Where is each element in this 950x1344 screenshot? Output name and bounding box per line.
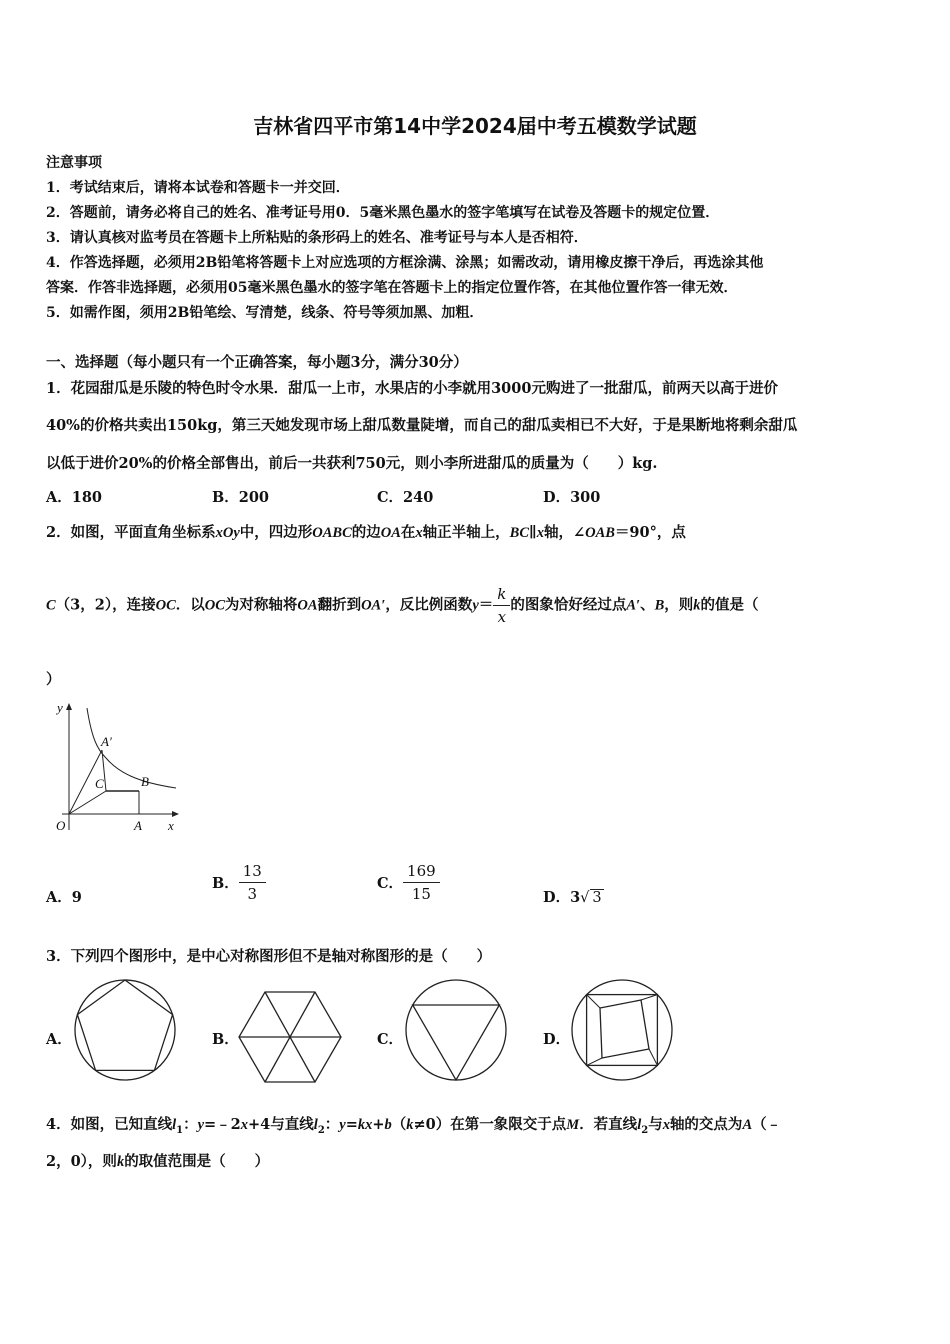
q3-text: 3．下列四个图形中，是中心对称图形但不是轴对称图形的是（ ）: [46, 948, 492, 965]
label-o: O: [56, 818, 66, 833]
q4-var: k: [116, 1154, 125, 1170]
q3-option-b-label: B．: [212, 1031, 239, 1048]
label-c: C: [95, 776, 104, 791]
fraction-numerator: 13: [239, 860, 266, 883]
q2-text: 在: [400, 524, 416, 541]
page-title: 吉林省四平市第14中学2024届中考五模数学试题: [253, 114, 697, 138]
q4-text: ≠0）在第一象限交于点: [413, 1116, 567, 1133]
q4-text: 2，0），则: [46, 1153, 117, 1170]
q2-text: 为对称轴将: [224, 596, 298, 614]
notice-item: 3．请认真核对监考员在答题卡上所粘贴的条形码上的姓名、准考证号与本人是否相符．: [46, 230, 588, 246]
q4-text: （: [391, 1116, 407, 1133]
q2-text: ，则: [664, 596, 694, 614]
q4-subscript: 2: [641, 1124, 649, 1136]
q4-var: l: [637, 1117, 642, 1133]
q2-var: C: [46, 597, 56, 614]
q3-figure-d-squares-in-circle: [570, 978, 674, 1082]
q1-option-a: A．180: [46, 489, 103, 506]
q2-text: 的图象恰好经过点: [510, 596, 627, 614]
q1-option-c: C．240: [377, 489, 434, 506]
q2-var: B: [654, 597, 665, 614]
q4-line-1: [46, 1113, 781, 1136]
q3-figure-b-hexagon: [237, 990, 343, 1084]
q3-figure-a-pentagon-in-circle: [73, 978, 177, 1082]
q4-text: =: [345, 1116, 358, 1133]
q1-line: 以低于进价20%的价格全部售出，前后一共获利750元，则小李所进甜瓜的质量为（ ）kg.: [46, 455, 658, 472]
option-label: B．: [212, 875, 239, 892]
q2-var: OC: [155, 597, 176, 614]
q4-text: =﹣2: [204, 1116, 241, 1133]
q2-var: OA: [297, 597, 318, 614]
q4-text: （﹣: [752, 1116, 782, 1133]
q4-var: M: [566, 1117, 580, 1133]
notice-item: 5．如需作图，须用2B铅笔绘、写清楚，线条、符号等须加黑、加粗．: [46, 305, 484, 321]
q3-option-d-label: D．: [543, 1031, 571, 1048]
q2-var: OABC: [312, 525, 352, 541]
q2-var: y: [472, 597, 479, 614]
q4-text: 轴的交点为: [669, 1116, 743, 1133]
label-a-prime: A′: [101, 734, 112, 749]
q4-subscript: 2: [317, 1124, 325, 1136]
sqrt-radicand: 3: [592, 890, 602, 906]
q3-option-c-label: C．: [377, 1031, 404, 1048]
fraction-169-over-15: [403, 860, 440, 905]
label-b: B: [141, 774, 149, 789]
q4-text: ：: [183, 1116, 198, 1133]
q4-text: +4与直线: [248, 1116, 314, 1133]
q4-text: 的取值范围是（ ）: [124, 1153, 270, 1170]
y-axis-arrow: [66, 703, 72, 710]
q2-var: xOy: [215, 525, 240, 541]
q3-figure-c-triangle-in-circle: [404, 978, 508, 1082]
q4-var: y: [197, 1117, 205, 1133]
sqrt-icon: √: [580, 890, 590, 906]
q2-text: ．以: [175, 596, 205, 614]
q2-option-a: A．9: [46, 889, 82, 906]
q4-text: ：: [324, 1116, 340, 1133]
q4-var: l: [313, 1117, 318, 1133]
fraction-numerator: 169: [403, 860, 440, 883]
q2-var: BC: [509, 525, 530, 541]
notice-item: 2．答题前，请务必将自己的姓名、准考证号用0．5毫米黑色墨水的签字笔填写在试卷及答题卡的规定位置．: [46, 205, 720, 221]
q4-var: x: [662, 1117, 670, 1133]
fraction-denominator: x: [497, 608, 507, 626]
q2-text: ＝: [478, 596, 494, 614]
notice-heading: 注意事项: [46, 155, 102, 171]
q2-var: k: [693, 597, 701, 614]
q2-text: （3，2），连接: [55, 596, 156, 614]
fraction-13-over-3: [239, 860, 266, 905]
q4-subscript: 1: [176, 1124, 184, 1136]
q4-line-2: [46, 1150, 269, 1171]
q4-var: kx: [357, 1117, 373, 1133]
q2-var: x: [536, 525, 544, 541]
q2-line-3: ）: [46, 671, 61, 688]
q2-text: 的边: [351, 524, 381, 541]
label-y: y: [57, 700, 63, 715]
q2-text: 中，四边形: [239, 524, 313, 541]
q4-text: 与: [648, 1116, 663, 1133]
q1-option-b: B．200: [212, 489, 270, 506]
q2-var: OAB: [585, 525, 615, 541]
q2-figure: [40, 700, 190, 840]
option-label: C．: [377, 875, 404, 892]
section-heading: 一、选择题（每小题只有一个正确答案，每小题3分，满分30分）: [46, 354, 468, 371]
q1-option-d: D．300: [543, 489, 601, 506]
q1-line: 40%的价格共卖出150kg，第三天她发现市场上甜瓜数量陡增，而自己的甜瓜卖相已不大好，于是果断地将剩余甜瓜: [46, 417, 798, 434]
q2-text: 翻折到: [317, 596, 362, 614]
q4-text: ．若直线: [579, 1116, 638, 1133]
fraction-denominator: 15: [411, 885, 431, 903]
q1-line: 1．花园甜瓜是乐陵的特色时令水果．甜瓜一上市，水果店的小李就用3000元购进了一批甜瓜，前两天以高于进价: [46, 380, 778, 397]
q2-var: OA′: [361, 597, 386, 614]
q2-text: 轴，∠: [543, 524, 586, 541]
q2-line-2: [46, 583, 759, 628]
notice-item: 4．作答选择题，必须用2B铅笔将答题卡上对应选项的方框涂满、涂黑；如需改动，请用橡皮擦干净后，再选涂其他: [46, 255, 764, 271]
q2-var: A′: [626, 597, 641, 614]
x-axis-arrow: [172, 811, 179, 817]
q3-option-a-label: A．: [46, 1031, 72, 1048]
fraction-denominator: 3: [247, 885, 258, 903]
q4-var: k: [406, 1117, 414, 1133]
q2-text: 的值是（: [700, 596, 759, 614]
q4-var: l: [172, 1117, 177, 1133]
q2-var: OA: [380, 525, 401, 541]
q2-line-1: [46, 521, 686, 542]
q2-text: 、: [640, 596, 655, 614]
q4-var: y: [339, 1117, 346, 1133]
q4-var: b: [384, 1117, 392, 1133]
label-a: A: [134, 818, 142, 833]
q4-text: +: [372, 1116, 385, 1133]
q2-text: ，反比例函数: [385, 596, 473, 614]
notice-item: 答案．作答非选择题，必须用05毫米黑色墨水的签字笔在答题卡上的指定位置作答，在其他位置作答一律无效．: [46, 280, 738, 296]
q2-text: ∥: [529, 524, 537, 541]
fraction-numerator: k: [493, 583, 510, 606]
q2-fraction-k-over-x: [493, 583, 510, 628]
notice-item: 1．考试结束后，请将本试卷和答题卡一并交回．: [46, 180, 350, 196]
q2-text: ＝90°，点: [614, 524, 686, 541]
q2-text: 2．如图，平面直角坐标系: [46, 524, 216, 541]
q4-text: 4．如图，已知直线: [46, 1116, 173, 1133]
q4-var: A: [742, 1117, 753, 1133]
q2-text: 轴正半轴上，: [422, 524, 510, 541]
q2-var: x: [415, 525, 423, 541]
label-x: x: [168, 818, 174, 833]
q2-option-c: [377, 860, 440, 905]
q2-option-b: [212, 860, 266, 905]
option-label: D．3: [543, 889, 581, 906]
q2-option-d: [543, 886, 604, 907]
q4-var: x: [240, 1117, 249, 1133]
q2-var: OC: [204, 597, 225, 614]
